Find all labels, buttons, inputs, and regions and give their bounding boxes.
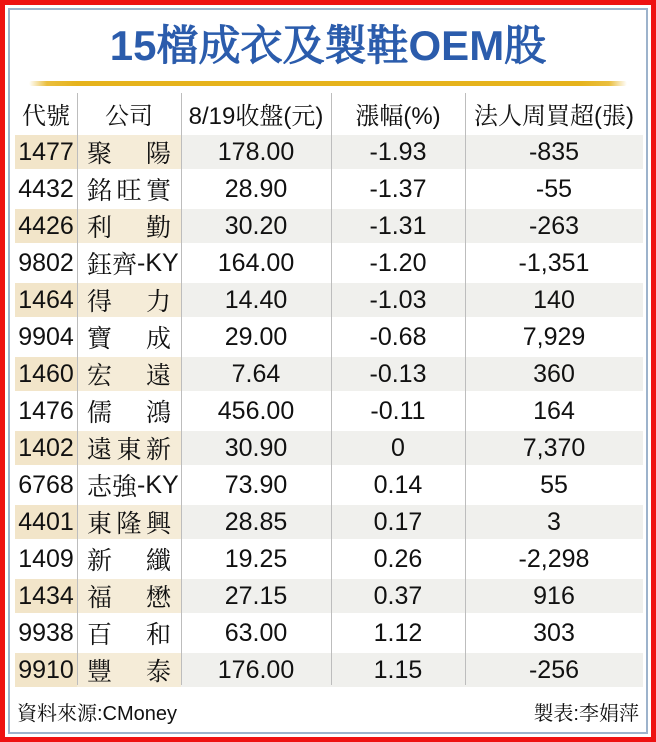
table-row (15, 320, 643, 354)
cell-change: -1.93 (331, 135, 465, 169)
header-company: 公司 (105, 102, 153, 130)
cell-close: 30.20 (181, 209, 331, 243)
table-row (15, 357, 643, 391)
cell-change: -1.37 (369, 174, 427, 203)
page-title: 15檔成衣及製鞋OEM股 (109, 22, 547, 69)
cell-code: 9802 (18, 248, 74, 277)
cell-close: 19.25 (224, 544, 288, 573)
cell-close: 14.40 (181, 283, 331, 317)
content-area (8, 8, 648, 734)
cell-code: 9910 (15, 653, 77, 687)
cell-code: 4432 (18, 174, 74, 203)
cell-close: 63.00 (224, 618, 288, 647)
cell-company: 福 懋 (77, 579, 181, 613)
table-row (15, 505, 643, 539)
table-row (15, 468, 643, 502)
cell-close: 176.00 (181, 653, 331, 687)
cell-change: 1.15 (331, 653, 465, 687)
header-netbuy: 法人周買超(張) (474, 102, 634, 130)
cell-close: 164.00 (217, 248, 295, 277)
column-divider (331, 93, 332, 685)
cell-netbuy: 7,370 (465, 431, 643, 465)
cell-netbuy: -263 (465, 209, 643, 243)
table-row (15, 135, 643, 169)
source-credit: 資料來源:CMoney (17, 703, 178, 726)
cell-company: 百 和 (87, 621, 171, 650)
cell-close: 29.00 (224, 322, 288, 351)
cell-close: 73.90 (224, 470, 288, 499)
cell-company: 鈺 齊 - K Y (87, 248, 179, 280)
table-row (15, 653, 643, 687)
cell-code: 1409 (18, 544, 74, 573)
cell-close: 30.90 (181, 431, 331, 465)
table-footer (17, 697, 639, 726)
cell-close: 178.00 (181, 135, 331, 169)
cell-netbuy: 140 (465, 283, 643, 317)
header-close: 8/19收盤(元) (188, 102, 324, 130)
cell-netbuy: -256 (465, 653, 643, 687)
table-row (15, 431, 643, 465)
cell-company: 志 強 - K Y (87, 470, 179, 502)
table-row (15, 394, 643, 428)
cell-code: 4426 (15, 209, 77, 243)
cell-code: 9904 (18, 322, 74, 351)
cell-company: 儒 鴻 (87, 399, 171, 428)
cell-code: 6768 (18, 470, 74, 499)
cell-company: 宏 遠 (77, 357, 181, 391)
table-row (15, 283, 643, 317)
cell-code: 1460 (15, 357, 77, 391)
cell-code: 4401 (15, 505, 77, 539)
table-row (15, 616, 643, 650)
cell-close: 27.15 (181, 579, 331, 613)
cell-company: 寶 成 (87, 325, 171, 354)
cell-change: -0.68 (369, 322, 427, 351)
cell-code: 1434 (15, 579, 77, 613)
cell-change: -1.20 (369, 248, 427, 277)
cell-company: 利 勤 (77, 209, 181, 243)
table-row (15, 542, 643, 576)
table-row (15, 246, 643, 280)
cell-change: 0 (331, 431, 465, 465)
cell-code: 1477 (15, 135, 77, 169)
cell-change: -1.03 (331, 283, 465, 317)
title-underline (29, 81, 627, 86)
cell-netbuy: -1,351 (518, 248, 590, 277)
cell-company: 東 隆 興 (77, 505, 181, 539)
cell-company: 得 力 (77, 283, 181, 317)
cell-netbuy: 3 (465, 505, 643, 539)
cell-close: 7.64 (181, 357, 331, 391)
cell-change: 0.17 (331, 505, 465, 539)
cell-company: 遠 東 新 (77, 431, 181, 465)
cell-company: 聚 陽 (77, 135, 181, 169)
table-row (15, 579, 643, 613)
cell-code: 1476 (18, 396, 74, 425)
cell-netbuy: -55 (535, 174, 573, 203)
cell-change: 0.37 (331, 579, 465, 613)
cell-code: 1402 (15, 431, 77, 465)
cell-netbuy: 55 (540, 470, 568, 499)
cell-company: 豐 泰 (77, 653, 181, 687)
column-divider (77, 93, 78, 685)
cell-change: -1.31 (331, 209, 465, 243)
column-divider (181, 93, 182, 685)
cell-netbuy: 360 (465, 357, 643, 391)
header-change: 漲幅(%) (355, 102, 441, 130)
cell-netbuy: -835 (465, 135, 643, 169)
cell-change: 1.12 (373, 618, 423, 647)
stock-table (15, 91, 643, 687)
column-divider (465, 93, 466, 685)
cell-netbuy: 7,929 (522, 322, 586, 351)
cell-netbuy: 916 (465, 579, 643, 613)
table-header (15, 91, 643, 135)
header-code: 代號 (22, 102, 70, 130)
cell-change: -0.11 (370, 396, 426, 425)
cell-company: 新 纖 (87, 547, 171, 576)
cell-netbuy: 303 (533, 618, 575, 647)
cell-change: -0.13 (331, 357, 465, 391)
cell-close: 28.90 (224, 174, 288, 203)
table-body (15, 135, 643, 687)
cell-netbuy: 164 (533, 396, 575, 425)
table-row (15, 172, 643, 206)
cell-change: 0.26 (373, 544, 423, 573)
cell-netbuy: -2,298 (518, 544, 590, 573)
cell-code: 9938 (18, 618, 74, 647)
author-credit: 製表:李娟萍 (533, 703, 639, 726)
table-row (15, 209, 643, 243)
cell-code: 1464 (15, 283, 77, 317)
cell-company: 銘 旺 實 (87, 177, 171, 206)
cell-close: 28.85 (181, 505, 331, 539)
cell-change: 0.14 (373, 470, 423, 499)
cell-close: 456.00 (217, 396, 295, 425)
